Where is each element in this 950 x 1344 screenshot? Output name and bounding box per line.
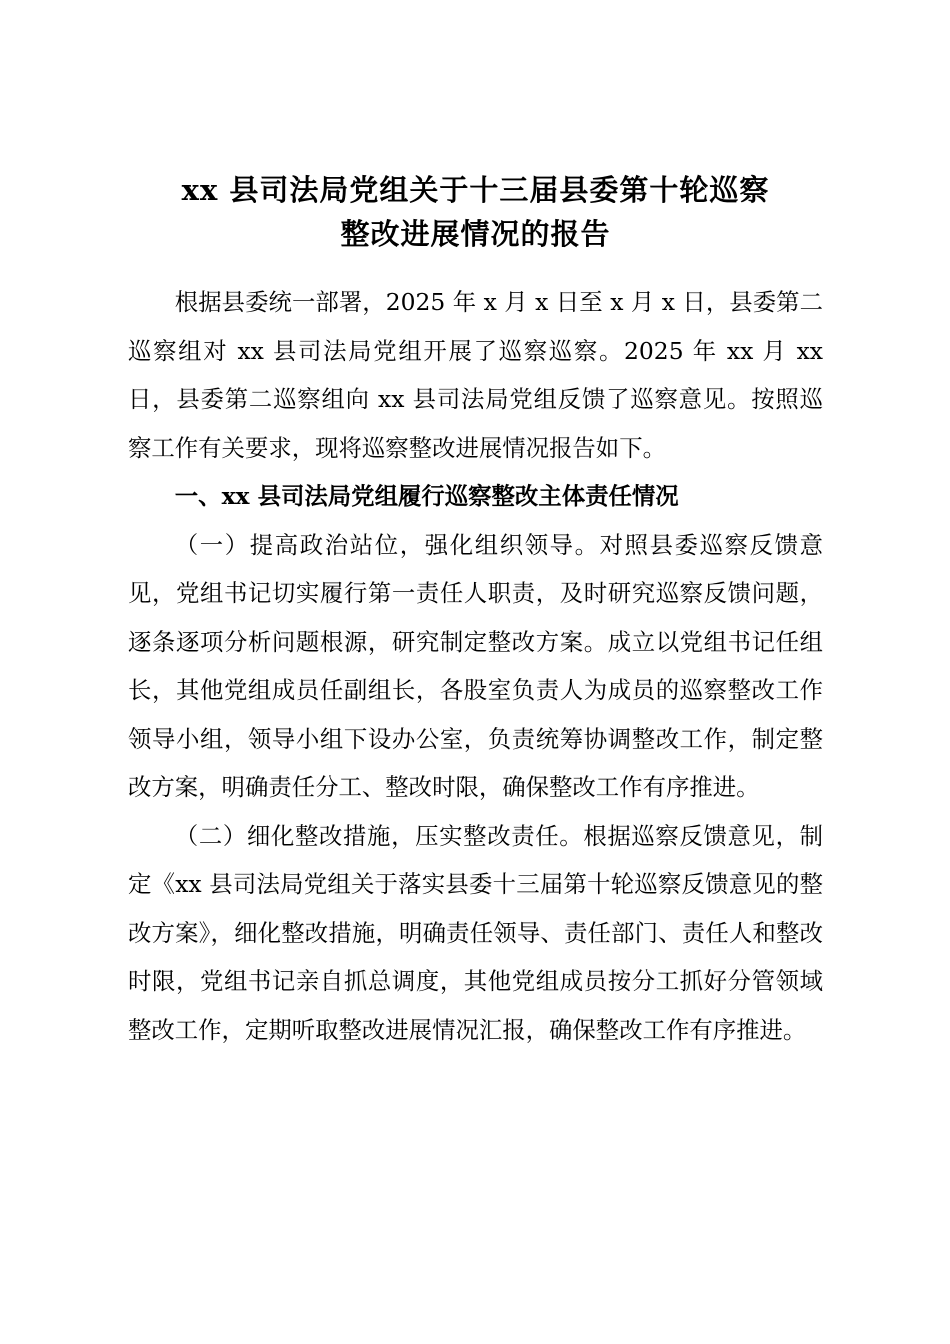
section-1-item-2: （二）细化整改措施，压实整改责任。根据巡察反馈意见，制定《xx 县司法局党组关于落实县委十三届第十轮巡察反馈意见的整改方案》，细化整改措施，明确责任领导、责任部门、责任人和整改时限，党组书记亲自抓总调度，其他党组成员按分工抓好分管领域整改工作，定期听取整改进展情况汇报，确保整改工作有序推进。 xyxy=(128,821,823,1044)
document-page xyxy=(128,168,823,1054)
section-1-item-1: （一）提高政治站位，强化组织领导。对照县委巡察反馈意见，党组书记切实履行第一责任人职责，及时研究巡察反馈问题，逐条逐项分析问题根源，研究制定整改方案。成立以党组书记任组长，其他党组成员任副组长，各股室负责人为成员的巡察整改工作领导小组，领导小组下设办公室，负责统筹协调整改工作，制定整改方案，明确责任分工、整改时限，确保整改工作有序推进。 xyxy=(128,530,823,801)
title-line-1: xx 县司法局党组关于十三届县委第十轮巡察 xyxy=(181,173,770,207)
title-line-2: 整改进展情况的报告 xyxy=(340,217,611,251)
section-1-heading: 一、xx 县司法局党组履行巡察整改主体责任情况 xyxy=(174,482,679,510)
intro-paragraph: 根据县委统一部署，2025 年 x 月 x 日至 x 月 x 日，县委第二巡察组对 xx 县司法局党组开展了巡察巡察。2025 年 xx 月 xx 日，县委第二巡察组向 xx 县司法局党组反馈了巡察意见。按照巡察工作有关要求，现将巡察整改进展情况报告如下。 xyxy=(128,288,823,462)
document-title xyxy=(128,168,823,256)
